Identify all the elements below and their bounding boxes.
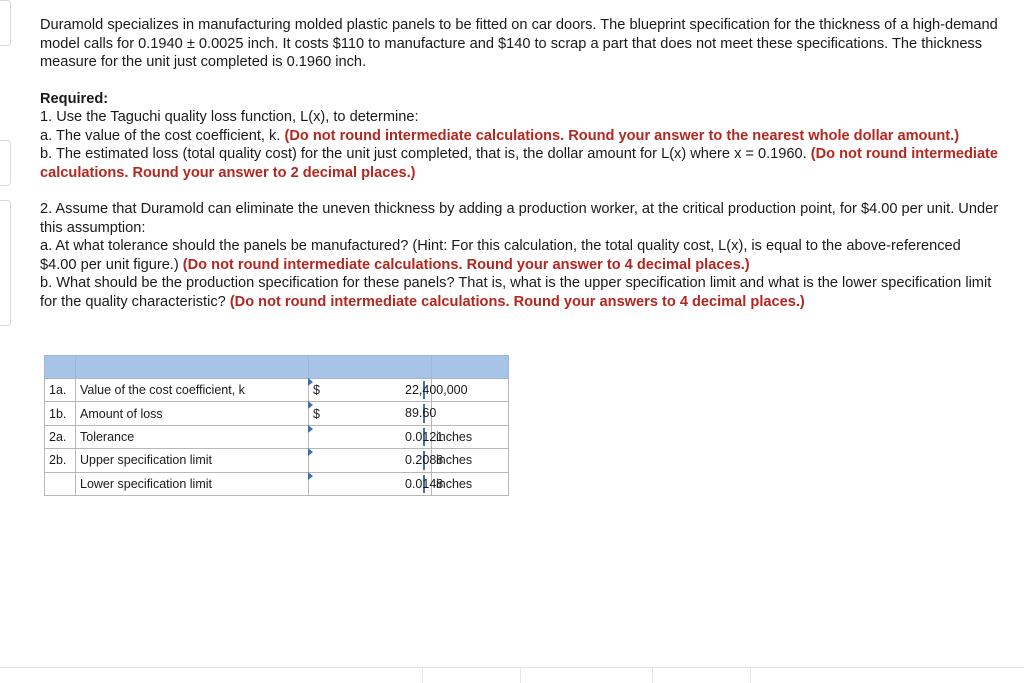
footer-divider: [750, 668, 751, 683]
requirement-1a-instruction: (Do not round intermediate calculations. Round your answer to the nearest whole dollar amount.): [284, 127, 960, 144]
row-label: Lower specification limit: [76, 472, 309, 495]
table-row: [45, 402, 509, 425]
header-cell: [432, 356, 509, 379]
header-cell: [309, 356, 432, 379]
row-label: Upper specification limit: [76, 449, 309, 472]
row-label: Tolerance: [76, 425, 309, 448]
table-row: [45, 425, 509, 448]
answer-input-cell[interactable]: [309, 472, 444, 495]
footer-divider: [652, 668, 653, 683]
requirement-2b-instruction: (Do not round intermediate calculations. Round your answers to 4 decimal places.): [229, 293, 805, 310]
row-label: Amount of loss: [76, 402, 309, 425]
input-marker-icon: [308, 448, 313, 456]
table-row: [45, 449, 509, 472]
left-rail: [0, 0, 10, 683]
row-number: 1a.: [45, 379, 76, 402]
requirement-1b-instruction: (Do not round intermediate calculations. Round your answer to 2 decimal places.): [40, 146, 999, 181]
currency-symbol: $: [313, 406, 320, 421]
footer-divider: [520, 668, 521, 683]
answer-table: [44, 355, 509, 496]
unit-label: inches: [432, 472, 509, 495]
row-number: [45, 472, 76, 495]
requirement-2: 2. Assume that Duramold can eliminate the uneven thickness by adding a production worker, at the critical production point, for $4.00 per unit. Under this assumption:: [40, 201, 999, 236]
amount-of-loss-input[interactable]: 89.60: [405, 404, 425, 422]
row-number: 2a.: [45, 425, 76, 448]
currency-symbol: $: [313, 383, 320, 398]
cost-coefficient-input[interactable]: 22,400,000: [405, 381, 425, 399]
required-heading: Required:: [40, 90, 109, 107]
footer-divider: [422, 668, 423, 683]
answer-input-cell[interactable]: [309, 402, 437, 425]
row-number: 1b.: [45, 402, 76, 425]
requirement-1: 1. Use the Taguchi quality loss function, L(x), to determine:: [40, 109, 419, 125]
unit-label: inches: [432, 449, 509, 472]
rail-tab-2[interactable]: [0, 140, 11, 186]
table-row: [45, 472, 509, 495]
tolerance-input[interactable]: 0.0121: [405, 428, 425, 446]
answer-input-cell[interactable]: [309, 449, 444, 472]
footer-divider: [0, 667, 1024, 668]
requirement-1b: [40, 145, 1000, 182]
requirement-2b: [40, 274, 1000, 311]
problem-text: [40, 16, 1000, 311]
requirement-2b-text: b. What should be the production specification for these panels? That is, what is the upper specification limit and what is the lower specification limit for the quality characteristic?: [40, 275, 992, 310]
answer-input-cell[interactable]: [309, 379, 468, 402]
requirement-2a-instruction: (Do not round intermediate calculations. Round your answer to 4 decimal places.): [182, 256, 750, 273]
unit-label: inches: [432, 425, 509, 448]
answer-input-cell[interactable]: [309, 425, 444, 448]
problem-intro: Duramold specializes in manufacturing molded plastic panels to be fitted on car doors. The blueprint specification for the thickness of a high-demand model calls for 0.1940 ± 0.0025 inch. It costs $110 to manufacture and $140 to scrap a part that does not meet these specifications. The thickness measure for the unit just completed is 0.1960 inch.: [40, 17, 998, 70]
lower-spec-limit-input[interactable]: 0.0148: [405, 475, 425, 493]
requirement-2a: [40, 237, 1000, 274]
input-marker-icon: [308, 425, 313, 433]
rail-tab-1[interactable]: [0, 0, 11, 46]
unit-label: [432, 402, 509, 425]
requirement-2a-text: a. At what tolerance should the panels be manufactured? (Hint: For this calculation, the total quality cost, L(x), is equal to the above-referenced $4.00 per unit figure.): [40, 238, 961, 273]
requirement-1a: [40, 127, 1000, 146]
rail-tab-3[interactable]: [0, 200, 11, 326]
input-marker-icon: [308, 472, 313, 480]
table-row: [45, 379, 509, 402]
upper-spec-limit-input[interactable]: 0.2088: [405, 451, 425, 469]
header-cell: [76, 356, 309, 379]
table-header-row: [45, 356, 509, 379]
row-label: Value of the cost coefficient, k: [76, 379, 309, 402]
row-number: 2b.: [45, 449, 76, 472]
requirement-1b-text: b. The estimated loss (total quality cost) for the unit just completed, that is, the dollar amount for L(x) where x = 0.1960.: [40, 146, 811, 162]
requirement-1a-text: a. The value of the cost coefficient, k.: [40, 127, 285, 144]
header-cell: [45, 356, 76, 379]
